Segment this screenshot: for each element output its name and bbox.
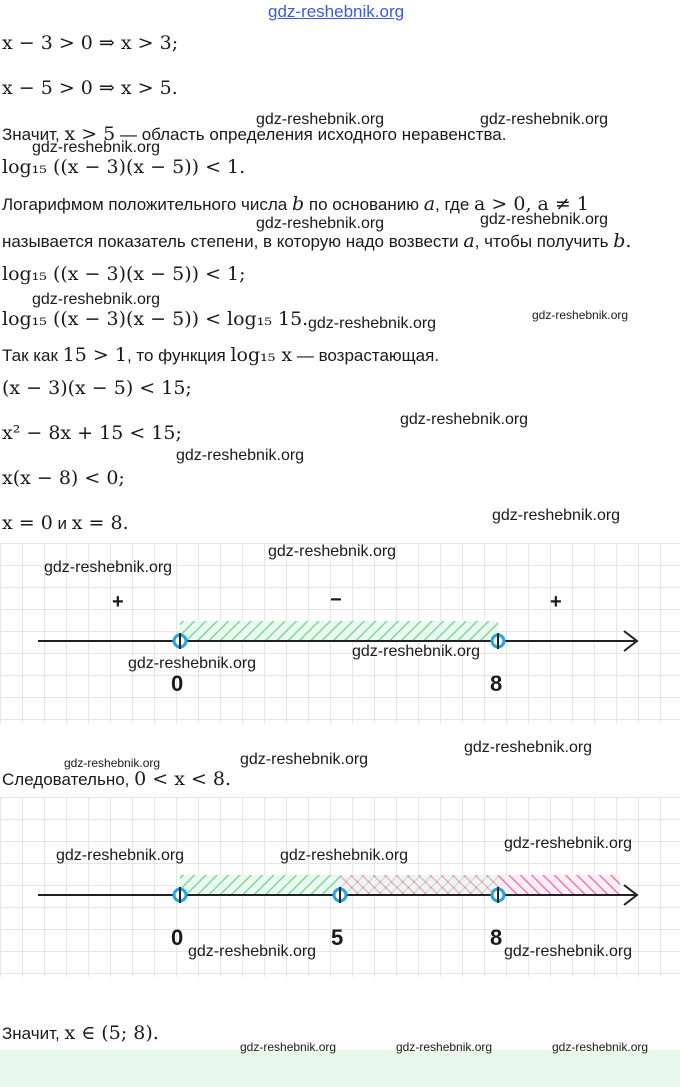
def-b: b bbox=[291, 193, 305, 215]
def-text-3: , где bbox=[435, 195, 475, 214]
watermark: gdz-reshebnik.org bbox=[532, 308, 629, 322]
poly-ineq-2: x² − 8x + 15 < 15; bbox=[2, 422, 182, 444]
watermark: gdz-reshebnik.org bbox=[32, 139, 161, 156]
point-0 bbox=[174, 633, 186, 649]
log-ineq-1: log₁₅ ((x − 3)(x − 5)) < 1. bbox=[2, 156, 246, 178]
watermark: gdz-reshebnik.org bbox=[56, 847, 185, 864]
watermark: gdz-reshebnik.org bbox=[280, 847, 409, 864]
tick-label-8: 8 bbox=[490, 925, 503, 950]
monotonic-line bbox=[2, 344, 439, 366]
root-0: x = 0 bbox=[2, 512, 53, 534]
watermark: gdz-reshebnik.org bbox=[268, 543, 397, 560]
mono-text-2: , то функция bbox=[126, 346, 231, 365]
point-5 bbox=[334, 887, 346, 903]
watermark: gdz-reshebnik.org bbox=[504, 943, 633, 960]
watermark: gdz-reshebnik.org bbox=[32, 291, 161, 308]
watermark: gdz-reshebnik.org bbox=[188, 943, 317, 960]
domain-prefix: Значит, bbox=[2, 125, 65, 144]
watermark: gdz-reshebnik.org bbox=[256, 215, 385, 232]
watermark: gdz-reshebnik.org bbox=[64, 756, 161, 770]
watermark: gdz-reshebnik.org bbox=[240, 751, 369, 768]
domain-math: x > 5 bbox=[64, 123, 116, 145]
def-b2: b. bbox=[613, 230, 632, 252]
log-ineq-3: log₁₅ ((x − 3)(x − 5)) < log₁₅ 15. bbox=[2, 308, 309, 330]
mono-func: log₁₅ x bbox=[230, 344, 293, 366]
watermark: gdz-reshebnik.org bbox=[552, 1040, 649, 1054]
ineq-line-2: x − 5 > 0 ⇒ x > 5. bbox=[2, 77, 178, 99]
watermark: gdz-reshebnik.org bbox=[256, 111, 385, 128]
def-text-2: по основанию bbox=[304, 195, 424, 214]
def-text-5: , чтобы получить bbox=[474, 232, 614, 251]
sign-plus-right: + bbox=[550, 591, 562, 613]
result-math: x ∈ (5; 8). bbox=[64, 1022, 159, 1044]
roots-and: и bbox=[52, 514, 72, 533]
conclusion-math: 0 < x < 8. bbox=[134, 768, 232, 790]
watermark: gdz-reshebnik.org bbox=[240, 1040, 337, 1054]
mono-text-1: Так как bbox=[2, 346, 63, 365]
root-8: x = 8. bbox=[71, 512, 129, 534]
domain-suffix: — область определения исходного неравенства. bbox=[115, 125, 507, 144]
poly-ineq-3: x(x − 8) < 0; bbox=[2, 467, 125, 489]
def-a: a bbox=[423, 193, 436, 215]
watermark: gdz-reshebnik.org bbox=[480, 111, 609, 128]
watermark: gdz-reshebnik.org bbox=[396, 1040, 493, 1054]
def-a2: a bbox=[463, 230, 475, 252]
result-text: Значит, bbox=[2, 1024, 65, 1043]
watermark: gdz-reshebnik.org bbox=[504, 835, 633, 852]
mono-text-3: — возрастающая. bbox=[292, 346, 440, 365]
point-8 bbox=[492, 633, 504, 649]
watermark: gdz-reshebnik.org bbox=[480, 211, 609, 228]
result-line bbox=[2, 1022, 159, 1044]
mono-math: 15 > 1 bbox=[62, 344, 127, 366]
watermark: gdz-reshebnik.org bbox=[400, 411, 529, 428]
tick-label-5: 5 bbox=[331, 925, 344, 950]
def-text-4: называется показатель степени, в которую надо возвести bbox=[2, 232, 464, 251]
point-0 bbox=[174, 887, 186, 903]
watermark: gdz-reshebnik.org bbox=[492, 507, 621, 524]
tick-label-0: 0 bbox=[171, 925, 184, 950]
ineq-line-1: x − 3 > 0 ⇒ x > 3; bbox=[2, 32, 179, 54]
def-text-1: Логарифмом положительного числа bbox=[2, 195, 292, 214]
watermark: gdz-reshebnik.org bbox=[44, 559, 173, 576]
tick-label-0: 0 bbox=[171, 671, 184, 696]
watermark: gdz-reshebnik.org bbox=[308, 315, 437, 332]
poly-ineq-1: (x − 3)(x − 5) < 15; bbox=[2, 377, 192, 399]
hatch-overlap bbox=[340, 875, 498, 895]
answer-bar bbox=[0, 1050, 680, 1087]
sign-plus-left: + bbox=[112, 591, 124, 613]
tick-label-8: 8 bbox=[490, 671, 503, 696]
watermark: gdz-reshebnik.org bbox=[176, 447, 305, 464]
watermark: gdz-reshebnik.org bbox=[352, 643, 481, 660]
watermark: gdz-reshebnik.org bbox=[128, 655, 257, 672]
conclusion-text: Следовательно, bbox=[2, 770, 135, 789]
def-cond: a > 0, a ≠ 1 bbox=[474, 193, 589, 215]
watermark-top[interactable]: gdz-reshebnik.org bbox=[268, 2, 405, 21]
log-ineq-2: log₁₅ ((x − 3)(x − 5)) < 1; bbox=[2, 263, 246, 285]
sign-minus: − bbox=[330, 589, 342, 611]
point-8 bbox=[492, 887, 504, 903]
definition-line-2 bbox=[2, 230, 631, 252]
watermark: gdz-reshebnik.org bbox=[464, 739, 593, 756]
conclusion-line bbox=[2, 768, 231, 790]
hatch-interval-0-8 bbox=[180, 621, 498, 641]
roots-line bbox=[2, 512, 129, 534]
